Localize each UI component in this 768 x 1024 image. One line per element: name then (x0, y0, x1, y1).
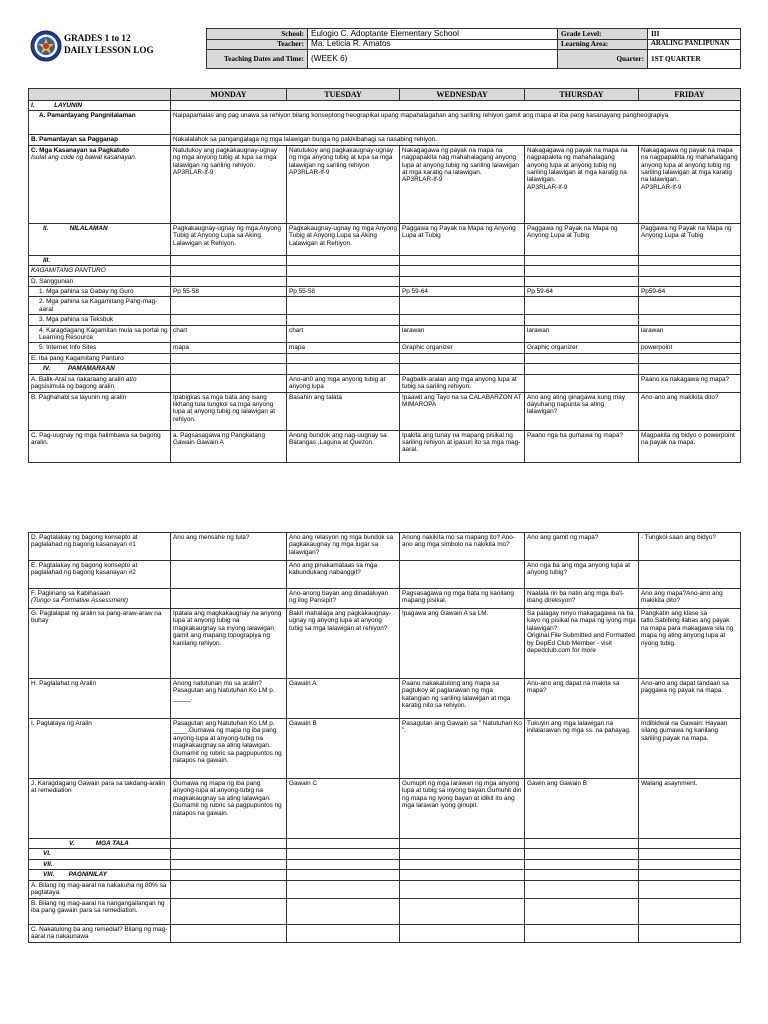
cell-blank (639, 870, 741, 880)
balik-aral-monday (171, 374, 287, 392)
cell-blank (400, 266, 525, 276)
day-header-wednesday: WEDNESDAY (400, 89, 525, 101)
cell-blank (639, 353, 741, 363)
grade-label: Grade Level: (558, 29, 648, 40)
section-vii: VII. (29, 859, 171, 869)
internet-info-row (29, 343, 741, 353)
lesson-table-2 (28, 532, 741, 943)
cell-blank (525, 276, 639, 286)
pagtalakay-1-thursday: Ano ang gamit ng mapa? (525, 533, 639, 561)
cell-blank (171, 849, 287, 859)
balik-aral-wednesday: Pagbalik-aralan ang mga anyong lupa at tubig sa sariling rehiyon. (400, 374, 525, 392)
cell-blank (171, 255, 287, 265)
cell-blank (639, 924, 741, 942)
pagninilay-row (29, 870, 741, 880)
label-paglinang (29, 589, 171, 609)
cell-blank (287, 364, 400, 374)
karagdagang-kagamitan-row (29, 325, 741, 343)
gabay-tuesday: Pp 55-58 (287, 287, 400, 297)
label-kagamitang-mag-aaral: 2. Mga pahina sa Kagamitang Pang-mag-aaral (29, 297, 171, 315)
cell-blank (287, 898, 400, 924)
cell-blank (639, 276, 741, 286)
pagtalakay-1-wednesday: Anong nakikita mo sa mapang ito? Ano-ano ang mga simbolo na nakikita mo? (400, 533, 525, 561)
cell-blank (400, 255, 525, 265)
title-line-2: DAILY LESSON LOG (64, 45, 154, 55)
kasanayan-friday: Nakagagawa ng payak na mapa na nagpapakita ng mahahalagang anyong lupa at anyong tubig ng sariling lalawigan at mga karatig na lalawigan. AP3RLAR-If-9 (639, 145, 741, 223)
paglalahat-wednesday: Paano nakakatulong ang mapa sa pagtukoy at paglarawan ng mga katangian ng sariling lalawigan at mga karatig nito sa rehiyon. (400, 679, 525, 719)
cell-blank (400, 315, 525, 325)
paglalahat-row (29, 679, 741, 719)
cell-blank (639, 839, 741, 849)
pag-uugnay-tuesday: Anong bundok ang nag-uugnay sa Batangas ,Laguna at Quezon. (287, 430, 400, 462)
pagtataya-thursday: Tukuyin ang mga lalawigan na inilalarawan ng mga ss. na pahayag. (525, 719, 639, 779)
paglinang-friday: Ano ang mapa?Ano-ano ang makikita dito? (639, 589, 741, 609)
paghahabi-monday: Ipabigkas sa mga bata ang isang likhang tula tungkol sa mga anyong lupa at anyong tubig ng lalawigan at rehiyon. (171, 392, 287, 430)
takdang-aralin-tuesday: Gawain C (287, 779, 400, 839)
cell-blank (171, 880, 287, 898)
label-nakakuha-80: A. Bilang ng mag-aaral na nakakuha ng 80% sa pagtataya. (29, 880, 171, 898)
label-paglalapat: G. Paglalapat ng aralin sa pang-araw-araw na buhay (29, 609, 171, 679)
paglinang-subtitle: (Tungo sa Formative Assessment) (31, 597, 128, 605)
paglalapat-thursday: Sa palagay ninyo makagagawa na ba kayo ng pisikal na mapa ng iyong mga lalawigan? Original File Submitted and Formatted by DepEd Club Member - visit depedclub.com for more (525, 609, 639, 679)
gabay-monday: Pp 55-58 (171, 287, 287, 297)
pagtalakay-2-wednesday (400, 561, 525, 589)
cell-blank (171, 898, 287, 924)
cell-blank (525, 315, 639, 325)
label-gabay-guro: 1. Mga pahina sa Gabay ng Guro (29, 287, 171, 297)
internet-thursday: Graphic organizer (525, 343, 639, 353)
cell-blank (287, 839, 400, 849)
dates-label: Teaching Dates and Time: (207, 50, 308, 69)
cell-blank (171, 266, 287, 276)
deped-seal-icon (30, 30, 62, 62)
nilalaman-monday: Pagkakaugnay-ugnay ng mga Anyong Tubig at Anyong Lupa sa Aking Lalawigan at Rehiyon. (171, 223, 287, 255)
cell-blank (400, 839, 525, 849)
paglinang-title: F. Paglinang sa Kabihasaan (31, 590, 111, 597)
nilalaman-row (29, 223, 741, 255)
gabay-thursday: Pp 59-64 (525, 287, 639, 297)
cell-blank (171, 839, 287, 849)
takdang-aralin-monday: Gumawa ng mapa ng iba pang anyong-lupa at anyong-tubig na magkakaugnay sa ating lalawigan. Gumamit ng rubric sa pagpupuntos ng natapos na gawain. (171, 779, 287, 839)
days-header-row (29, 89, 741, 101)
paghahabi-thursday: Ano ang ating ginagawa kung may dayuhang napunta sa ating lalawigan? (525, 392, 639, 430)
teacher-label: Teacher: (207, 39, 308, 50)
section-kagamitan: KAGAMITANG PANTURO (29, 266, 171, 276)
header-table (206, 28, 741, 69)
section-pamamaraan: IV. PAMAMARAAN (29, 364, 171, 374)
cell-blank (525, 880, 639, 898)
day-header-monday: MONDAY (171, 89, 287, 101)
cell-blank (639, 849, 741, 859)
pagtalakay-2-thursday: Ano nga ba ang mga anyong lupa at anyong tubig? (525, 561, 639, 589)
cell-blank (171, 276, 287, 286)
pagtataya-monday: Pasagutan ang Natutuhan Ko LM p. ____.Gumawa ng mapa ng iba pang anyong-lupa at anyong-tubig na magkakaugnay sa ating lalawigan. Gumamit ng rubric sa pagpupuntos ng natapos na gawain. (171, 719, 287, 779)
internet-wednesday: Graphic organizer (400, 343, 525, 353)
cell-blank (287, 924, 400, 942)
kasanayan-monday: Natutukoy ang pagkakaugnay-ugnay ng mga anyong tubig at lupa sa mga lalawigan ng sariling rehiyon. AP3RLAR-If-9 (171, 145, 287, 223)
takdang-aralin-thursday: Gawin ang Gawain B (525, 779, 639, 839)
pagtataya-row (29, 719, 741, 779)
takdang-aralin-friday: Walang asaynment. (639, 779, 741, 839)
paglalapat-monday: Ipatala ang magkakaugnay na anyong lupa at anyong tubig na magkakaugnay sa inyong lalawigan gamit ang mapang topograpiya ng kanilang rehiyon. (171, 609, 287, 679)
cell-blank (525, 924, 639, 942)
pagtalakay-1-friday: - Tungkol saan ang bidyo? (639, 533, 741, 561)
kasanayan-thursday: Nakagagawa ng payak na mapa na nagpapakita ng mahahalagang anyong lupa at anyong tubig ng sariling lalawigan at mga karatig na lalawigan. AP3RLAR-If-9 (525, 145, 639, 223)
nakakuha-80-row (29, 880, 741, 898)
label-remedial: C. Nakatulong ba ang remedial? Bilang ng mag-aaral na nakaunawa (29, 924, 171, 942)
pamantayan-pagganap-row (29, 135, 741, 145)
pagtalakay-2-tuesday: Ano ang pinakamataas sa mga kabundukang nabanggit? (287, 561, 400, 589)
cell-blank (400, 849, 525, 859)
kasanayan-row (29, 145, 741, 223)
dates-value: (WEEK 6) (308, 50, 558, 69)
pagtataya-friday: Indibidwal na Gawain: Hayaan silang gumawa ng kanilang sariling payak na mapa. (639, 719, 741, 779)
pag-uugnay-friday: Magpakita ng bidyo o powerpoint na payak na mapa. (639, 430, 741, 462)
section-layunin: I. LAYUNIN (29, 101, 171, 111)
lesson-table-part-2 (28, 532, 740, 943)
cell-blank (525, 870, 639, 880)
teksbuk-row (29, 315, 741, 325)
cell-blank (171, 859, 287, 869)
pagtalakay-2-monday (171, 561, 287, 589)
label-paglalahat: H. Paglalahat ng Aralin (29, 679, 171, 719)
paglalapat-friday: Pangkatin ang klase sa tatlo.Sabihing ilabas ang payak na mapa para makagawa sila ng mapa ng ating anyong lupa at nyong tubig. (639, 609, 741, 679)
section-mga-tala: V. MGA TALA (29, 839, 171, 849)
cell-blank (525, 849, 639, 859)
cell-blank (171, 315, 287, 325)
kagamitan-row (29, 266, 741, 276)
cell-blank (400, 353, 525, 363)
balik-aral-row (29, 374, 741, 392)
gabay-guro-row (29, 287, 741, 297)
cell-blank (639, 315, 741, 325)
layunin-blank (171, 101, 741, 111)
lesson-table-1 (28, 88, 741, 463)
cell-blank (639, 266, 741, 276)
day-header-blank (29, 89, 171, 101)
text-pamantayan-pagganap: Nakalalahok sa pangangalaga ng mga lalawigan bunga ng pakikibahagi sa nasabing rehiyon. (171, 135, 741, 145)
cell-blank (287, 255, 400, 265)
cell-blank (525, 364, 639, 374)
label-takdang-aralin: J. Karagdagang Gawain para sa takdang-aralin at remediation (29, 779, 171, 839)
lesson-table-part-1 (28, 88, 740, 463)
label-remediation: B. Bilang ng mag-aaral na nangangailangan ng iba pang gawain para sa remediation. (29, 898, 171, 924)
label-pagtataya: I. Pagtataya ng Aralin (29, 719, 171, 779)
label-iba-pang-kagamitan: E. Iba pang Kagamitang Panturo (29, 353, 171, 363)
balik-aral-friday: Paano ka nakagawa ng mapa? (639, 374, 741, 392)
cell-blank (400, 880, 525, 898)
iii-row (29, 255, 741, 265)
internet-friday: powerpoint (639, 343, 741, 353)
pagtalakay-1-tuesday: Ano ang relasyon ng mga bundok sa pagkakaugnay ng mga lugar sa lalawigan? (287, 533, 400, 561)
pag-uugnay-thursday: Paano nga ba gumawa ng mapa? (525, 430, 639, 462)
label-kasanayan (29, 145, 171, 223)
paglalahat-friday: Ano-ano ang dapat tandaan sa paggawa ng payak na mapa. (639, 679, 741, 719)
pamantayang-pangnilalaman-row (29, 111, 741, 135)
cell-blank (287, 276, 400, 286)
cell-blank (287, 297, 400, 315)
pagtataya-tuesday: Gawain B (287, 719, 400, 779)
remedial-row (29, 924, 741, 942)
layunin-row (29, 101, 741, 111)
text-pamantayang-pangnilalaman: Naipapamalas ang pag unawa sa rehiyon bilang konseptong heograpikal upang mapahalagahan ang sariling rehiyon gamit ang mapa at iba pang kasanayang pangheograpiya (171, 111, 741, 135)
cell-blank (287, 870, 400, 880)
sanggunian-row (29, 276, 741, 286)
pamamaraan-row (29, 364, 741, 374)
karagdagan-tuesday: chart (287, 325, 400, 343)
teacher-value: Ma. Leticia R. Amatos (308, 39, 558, 50)
label-teksbuk: 3. Mga pahina sa Teksbuk (29, 315, 171, 325)
mga-tala-row (29, 839, 741, 849)
remediation-row (29, 898, 741, 924)
karagdagan-monday: chart (171, 325, 287, 343)
pagtalakay-1-monday: Ano ang mensahe ng tula? (171, 533, 287, 561)
pagtalakay-1-row (29, 533, 741, 561)
paghahabi-row (29, 392, 741, 430)
quarter-label: Quarter: (558, 50, 648, 69)
paglinang-tuesday: Ano-anong bayan ang dinadaluyan ng ilog Pansipit? (287, 589, 400, 609)
header (28, 28, 740, 74)
kasanayan-tuesday: Natutukoy ang pagkakaugnay-ugnay ng mga anyong tubig at lupa sa mga lalawigan ng sariling rehiyon AP3RLAR-If-9 (287, 145, 400, 223)
cell-blank (400, 276, 525, 286)
cell-blank (400, 859, 525, 869)
cell-blank (171, 924, 287, 942)
pagtalakay-2-friday (639, 561, 741, 589)
label-balik-aral: A. Balik-Aral sa nakaraang aralin at/o pagsisimula ng bagong aralin. (29, 374, 171, 392)
pagtalakay-2-row (29, 561, 741, 589)
pag-uugnay-wednesday: Ipakita ang tunay na mapang pisikal ng sariling rehiyon at ipasuri ito sa mga mag-aaral. (400, 430, 525, 462)
cell-blank (639, 898, 741, 924)
cell-blank (171, 870, 287, 880)
cell-blank (525, 353, 639, 363)
cell-blank (525, 266, 639, 276)
paglinang-thursday: Naalala rin ba natin ang mga iba't-ibang direksyon? (525, 589, 639, 609)
area-label: Learning Area: (558, 39, 648, 50)
title-line-1: GRADES 1 to 12 (64, 33, 131, 43)
cell-blank (171, 364, 287, 374)
section-pagninilay: VIII. PAGNINILAY (29, 870, 171, 880)
gabay-wednesday: Pp 59-64 (400, 287, 525, 297)
cell-blank (639, 859, 741, 869)
paglalapat-wednesday: Ipagawa ang Gawain A sa LM. (400, 609, 525, 679)
internet-monday: mapa (171, 343, 287, 353)
cell-blank (525, 859, 639, 869)
cell-blank (400, 924, 525, 942)
label-karagdagang-kagamitan: 4. Karagdagang Kagamitan mula sa portal ng Learning Resource (29, 325, 171, 343)
cell-blank (400, 898, 525, 924)
karagdagan-wednesday: larawan (400, 325, 525, 343)
day-header-thursday: THURSDAY (525, 89, 639, 101)
nilalaman-tuesday: Pagkakaugnay-ugnay ng mga Anyong Tubig at Anyong Lupa sa Aking Lalawigan at Rehiyon. (287, 223, 400, 255)
cell-blank (287, 353, 400, 363)
paglalahat-tuesday: Gawain A (287, 679, 400, 719)
cell-blank (287, 859, 400, 869)
cell-blank (525, 898, 639, 924)
label-internet-info: 5. Internet Info Sites (29, 343, 171, 353)
gabay-friday: Pp59-64 (639, 287, 741, 297)
cell-blank (400, 364, 525, 374)
paglalahat-thursday: Anu-ano ang dapat na makita sa mapa? (525, 679, 639, 719)
karagdagan-friday: larawan (639, 325, 741, 343)
cell-blank (287, 880, 400, 898)
cell-blank (287, 315, 400, 325)
paglalapat-tuesday: Bakit mahalaga ang pagkakaugnay-ugnay ng anyong lupa at anyong tubig sa mga lalawigan at rehiyon? (287, 609, 400, 679)
cell-blank (525, 839, 639, 849)
paglinang-row (29, 589, 741, 609)
paglinang-monday (171, 589, 287, 609)
school-value: Eulogio C. Adoptante Elementary School (308, 29, 558, 40)
pag-uugnay-monday: a. Pagsasagawa ng Pangkatang Gawain Gawain A (171, 430, 287, 462)
nilalaman-friday: Paggawa ng Payak na Mapa ng Anyong Lupa at Tubig (639, 223, 741, 255)
quarter-value: 1ST QUARTER (648, 50, 741, 69)
kasanayan-title: C. Mga Kasanayan sa Pagkatuto (31, 146, 130, 154)
pag-uugnay-row (29, 430, 741, 462)
nilalaman-wednesday: Paggawa ng Payak na Mapa ng Anyong Lupa at Tubig (400, 223, 525, 255)
cell-blank (639, 364, 741, 374)
cell-blank (171, 353, 287, 363)
vi-row (29, 849, 741, 859)
karagdagan-thursday: larawan (525, 325, 639, 343)
kasanayan-wednesday: Nakagagawa ng payak na mapa na nagpapakita nag mahahalagang anyong lupa at anyong tubig ng sariling lalawigan at mga karatig na lalawigan. AP3RLAR-If-9 (400, 145, 525, 223)
school-label: School: (207, 29, 308, 40)
takdang-aralin-row (29, 779, 741, 839)
day-header-friday: FRIDAY (639, 89, 741, 101)
section-vi: VI. (29, 849, 171, 859)
section-nilalaman: II. NILALAMAN (29, 223, 171, 255)
cell-blank (525, 255, 639, 265)
cell-blank (639, 880, 741, 898)
pagtataya-wednesday: Pasagutan ang Gawain sa " Natutuhan Ko ". (400, 719, 525, 779)
kasanayan-subtitle: Isulat ang code ng bawat kasanayan. (31, 154, 137, 162)
grade-value: III (648, 29, 741, 40)
nilalaman-thursday: Paggawa ng Payak na Mapa ng Anyong Lupa at Tubig (525, 223, 639, 255)
balik-aral-tuesday: Ano-an0 ang mga anyong tubig at anyong lupa (287, 374, 400, 392)
log-title (64, 32, 154, 56)
vii-row (29, 859, 741, 869)
takdang-aralin-wednesday: Gumupit ng mga larawan ng mga anyong lupa at tubig sa inyong bayan.Gumuhit din ng mapa ng iyong bayan at idikit ito ang mga larawan iyong ginupit. (400, 779, 525, 839)
kagamitang-mag-aaral-row (29, 297, 741, 315)
paglinang-wednesday: Pagsasagawa ng mga bata ng kanilang mapang pisikal. (400, 589, 525, 609)
paghahabi-wednesday: Ipaawit ang Tayo na sa CALABARZON AT MIMAROPA (400, 392, 525, 430)
area-value: ARALING PANLIPUNAN (648, 39, 741, 50)
label-pagtalakay-1: D. Pagtalakay ng bagong konsepto at paglalahad ng bagong kasanayan #1 (29, 533, 171, 561)
label-pag-uugnay: C. Pag-uugnay ng mga halimbawa sa bagong aralin. (29, 430, 171, 462)
cell-blank (287, 266, 400, 276)
section-iii: III. (29, 255, 171, 265)
paglalahat-monday: Anong natutunan mo sa aralin? Pasagutan ang Natutuhan Ko LM p. _____. (171, 679, 287, 719)
cell-blank (639, 297, 741, 315)
cell-blank (171, 297, 287, 315)
label-sanggunian: D. Sanggunian (29, 276, 171, 286)
cell-blank (400, 297, 525, 315)
label-pamantayan-pagganap: B. Pamantayan sa Pagganap (29, 135, 171, 145)
paghahabi-tuesday: Basahin ang talata (287, 392, 400, 430)
cell-blank (287, 849, 400, 859)
paglalapat-row (29, 609, 741, 679)
internet-tuesday: mapa (287, 343, 400, 353)
label-pamantayang-pangnilalaman: A. Pamantayang Pangnilalaman (29, 111, 171, 135)
cell-blank (639, 255, 741, 265)
paghahabi-friday: Ano-ano ang makikita dito? (639, 392, 741, 430)
day-header-tuesday: TUESDAY (287, 89, 400, 101)
label-paghahabi: B. Paghahabi sa layunin ng aralin (29, 392, 171, 430)
cell-blank (525, 297, 639, 315)
cell-blank (400, 870, 525, 880)
balik-aral-thursday (525, 374, 639, 392)
label-pagtalakay-2: E. Pagtalakay ng bagong konsepto at paglalahad ng bagong kasanayan #2 (29, 561, 171, 589)
iba-pang-kagamitan-row (29, 353, 741, 363)
